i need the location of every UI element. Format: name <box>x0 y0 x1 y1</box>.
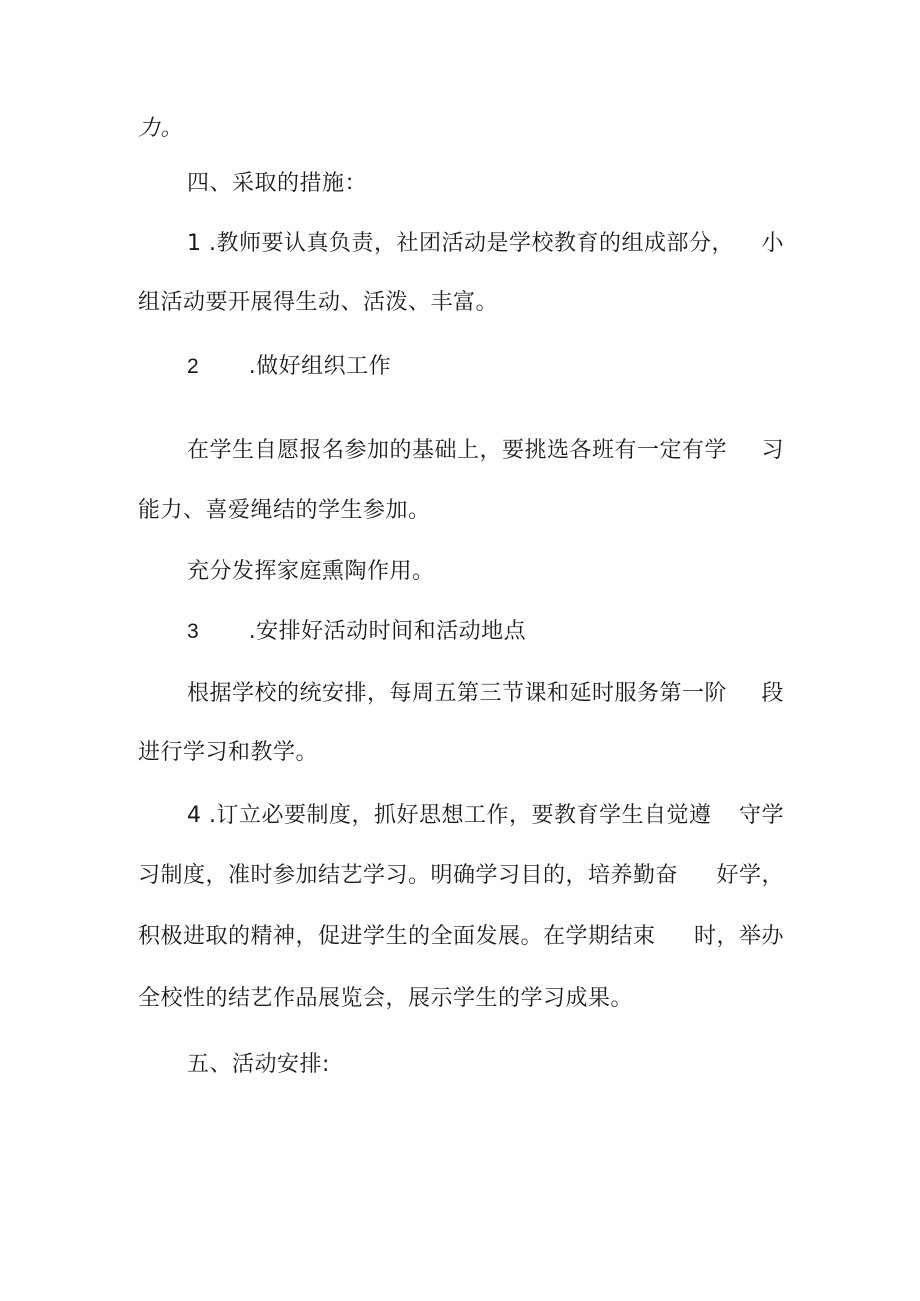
text-line <box>138 861 784 891</box>
text-line <box>187 679 784 709</box>
text-line <box>187 229 784 259</box>
text-segment: 4 .订立必要制度，抓好思想工作，要教育学生自觉遵 <box>187 803 712 828</box>
text-line <box>187 801 784 831</box>
text-segment: 积极进取的精神，促进学生的全面发展。在学期结束 <box>138 924 656 949</box>
list-heading-text: .做好组织工作 <box>248 354 392 379</box>
text-line: 进行学习和教学。 <box>138 740 319 765</box>
list-heading <box>187 352 391 382</box>
text-segment: 习制度，准时参加结艺学习。明确学习目的，培养勤奋 <box>138 863 679 888</box>
text-line <box>138 922 784 952</box>
text-segment: 在学生自愿报名参加的基础上，要挑选各班有一定有学 <box>187 438 728 463</box>
text-line <box>187 436 784 466</box>
text-segment: 根据学校的统安排，每周五第三节课和延时服务第一阶 <box>187 681 728 706</box>
text-line: 全校性的结艺作品展览会，展示学生的学习成果。 <box>138 986 634 1011</box>
text-segment: 1 .教师要认真负责，社团活动是学校教育的组成部分， <box>187 231 734 256</box>
text-segment: 小 <box>761 231 784 256</box>
text-segment: 段 <box>761 681 784 706</box>
list-heading <box>187 617 526 647</box>
text-segment: 好学， <box>716 863 784 888</box>
list-number: 3 <box>187 620 200 643</box>
text-line: 能力、喜爱绳结的学生参加。 <box>138 498 431 523</box>
section-heading: 五、活动安排: <box>187 1052 330 1077</box>
section-heading: 四、采取的措施： <box>187 171 368 196</box>
text-segment: 守学 <box>738 803 784 828</box>
text-segment: 习 <box>761 438 784 463</box>
text-line: 组活动要开展得生动、活泼、丰富。 <box>138 290 499 315</box>
list-number: 2 <box>187 355 200 378</box>
text-line: 力。 <box>138 116 184 141</box>
text-line: 充分发挥家庭熏陶作用。 <box>187 559 435 584</box>
list-heading-text: .安排好活动时间和活动地点 <box>248 619 527 644</box>
text-segment: 时，举办 <box>693 924 784 949</box>
